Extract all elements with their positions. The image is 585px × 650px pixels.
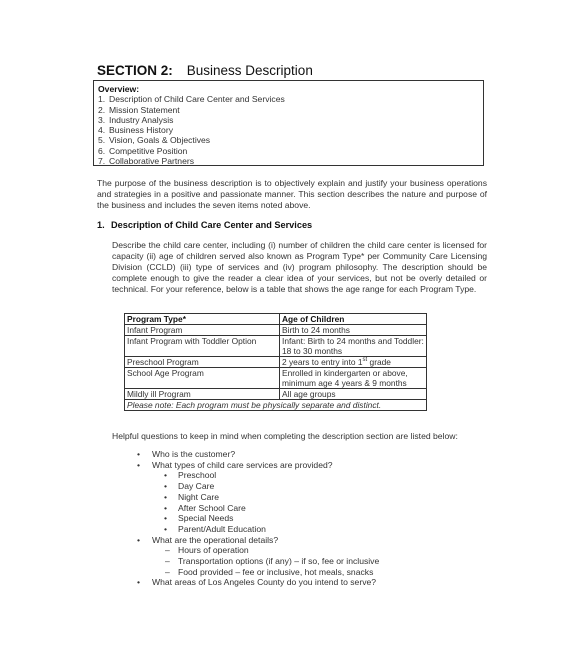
overview-item: 2. Mission Statement (98, 104, 180, 115)
table-cell: All age groups (280, 389, 427, 400)
section-title (97, 63, 313, 78)
list-item: • After School Care (137, 503, 467, 514)
column-header: Age of Children (280, 314, 427, 325)
table-cell: Preschool Program (125, 357, 280, 368)
list-item: • Special Needs (137, 513, 467, 524)
section-heading: Business Description (186, 63, 313, 78)
questions-list (137, 449, 467, 588)
overview-item: 7. Collaborative Partners (98, 156, 195, 167)
table-cell: Infant Program with Toddler Option (125, 336, 280, 357)
table-row (125, 325, 427, 336)
list-item: • What are the operational details? (137, 535, 467, 546)
list-item: • What types of child care services are provided? (137, 460, 467, 471)
table-note-row (125, 400, 427, 411)
overview-item: 4. Business History (98, 125, 173, 136)
subsection-heading: 1. Description of Child Care Center and Services (97, 220, 313, 230)
overview-item: 3. Industry Analysis (98, 114, 174, 125)
overview-item: 5. Vision, Goals & Objectives (98, 135, 211, 146)
table-cell: Infant Program (125, 325, 280, 336)
overview-box (93, 80, 484, 166)
overview-item: 6. Competitive Position (98, 145, 188, 156)
table-row (125, 389, 427, 400)
description-paragraph: Describe the child care center, including (i) number of children the child care center is licensed for capacity (ii) age of children served also known as Program Type* per Community Care Licensing Division (CCLD) (iii) type of services and (iv) program philosophy. The description should be complete enough to give the reader a clear idea of your services, but not be overly detailed or technical. For your reference, below is a table that shows the age range for each Program Type. (112, 240, 487, 294)
list-item: • What areas of Los Angeles County do you intend to serve? (137, 577, 467, 588)
overview-heading: Overview: (98, 84, 140, 94)
list-item: – Food provided – fee or inclusive, hot meals, snacks (137, 567, 467, 578)
section-number: SECTION 2: (97, 63, 173, 78)
list-item: • Parent/Adult Education (137, 524, 467, 535)
table-header-row (125, 314, 427, 325)
table-cell: Mildly ill Program (125, 389, 280, 400)
intro-paragraph: The purpose of the business description is to objectively explain and justify your business operations and strategies in a positive and passionate manner. This section describes the nature and purpose of the business and includes the seven items noted above. (97, 178, 487, 210)
table-row (125, 336, 427, 357)
list-item: • Day Care (137, 481, 467, 492)
list-item: – Transportation options (if any) – if so, fee or inclusive (137, 556, 467, 567)
column-header: Program Type* (125, 314, 280, 325)
table-cell: School Age Program (125, 368, 280, 389)
table-cell: Birth to 24 months (280, 325, 427, 336)
helpful-questions-intro: Helpful questions to keep in mind when completing the description section are listed below: (112, 431, 458, 441)
table-cell: 2 years to entry into 1st grade (280, 357, 427, 368)
program-type-table (124, 313, 427, 411)
table-cell: Infant: Birth to 24 months and Toddler: 18 to 30 months (280, 336, 427, 357)
table-row (125, 357, 427, 368)
list-item: – Hours of operation (137, 545, 467, 556)
list-item: • Preschool (137, 470, 467, 481)
table-row (125, 368, 427, 389)
table-cell: Enrolled in kindergarten or above, minimum age 4 years & 9 months (280, 368, 427, 389)
overview-item: 1. Description of Child Care Center and Services (98, 94, 285, 105)
table-note: Please note: Each program must be physically separate and distinct. (125, 400, 427, 411)
list-item: • Who is the customer? (137, 449, 467, 460)
list-item: • Night Care (137, 492, 467, 503)
